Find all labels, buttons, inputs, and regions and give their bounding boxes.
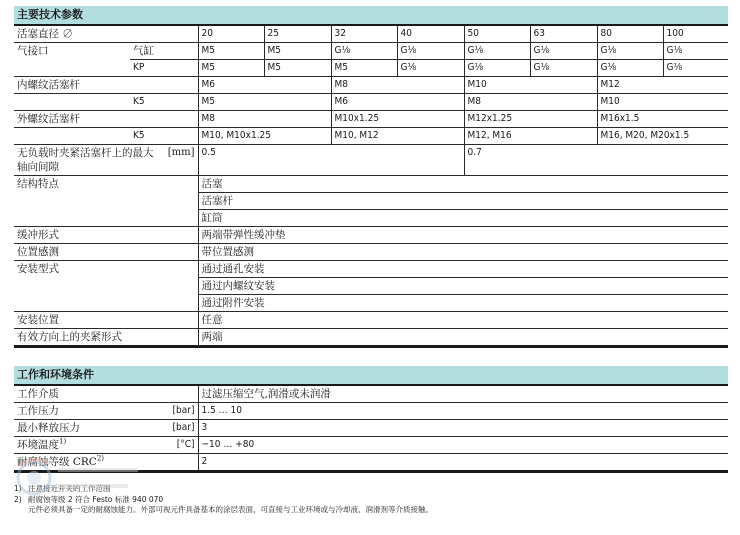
footnote-mark: 1) xyxy=(14,484,22,493)
diameter-value: 63 xyxy=(530,25,597,43)
female-thread-label: 内螺纹活塞杆 xyxy=(14,77,198,94)
axial-play-value: 0.5 xyxy=(198,145,464,176)
blank-cell xyxy=(14,94,130,111)
port-cyl-value: G⅛ xyxy=(397,43,464,60)
env-value: −10 … +80 xyxy=(198,437,728,454)
clamping-label: 有效方向上的夹紧形式 xyxy=(14,329,198,347)
env-unit: [bar] xyxy=(162,403,198,420)
diameter-value: 80 xyxy=(597,25,663,43)
male-thread-value: M10x1.25 xyxy=(331,111,464,128)
diameter-value: 20 xyxy=(198,25,264,43)
env-unit: [°C] xyxy=(162,437,198,454)
female-thread-k5-value: M6 xyxy=(331,94,464,111)
design-item: 活塞 xyxy=(198,176,728,193)
footnote-ref: 2) xyxy=(96,454,104,463)
footnote xyxy=(14,495,728,506)
footnotes xyxy=(14,484,728,516)
axial-play-unit: [mm] xyxy=(167,147,195,158)
port-label: 气接口 xyxy=(14,43,130,77)
port-kp-value: M5 xyxy=(264,60,331,77)
env-label: 工作压力 xyxy=(14,403,162,420)
male-thread-k5-value: M10, M10x1.25 xyxy=(198,128,331,145)
env-row xyxy=(14,403,728,420)
design-item: 活塞杆 xyxy=(198,193,728,210)
blank-cell xyxy=(14,128,130,145)
env-value: 1.5 … 10 xyxy=(198,403,728,420)
design-item: 缸筒 xyxy=(198,210,728,227)
env-label-cell xyxy=(14,437,162,454)
position-value: 任意 xyxy=(198,312,728,329)
diameter-value: 40 xyxy=(397,25,464,43)
diameter-value: 25 xyxy=(264,25,331,43)
cushioning-value: 两端带弹性缓冲垫 xyxy=(198,227,728,244)
male-thread-k5-row xyxy=(14,128,728,145)
port-kp-value: G⅛ xyxy=(663,60,728,77)
port-kp-value: G⅛ xyxy=(530,60,597,77)
footnote-text: 注意接近开关的工作范围 xyxy=(28,484,111,493)
male-thread-k5-value: M10, M12 xyxy=(331,128,464,145)
port-kp-label: KP xyxy=(130,60,198,77)
footnote xyxy=(14,484,728,495)
footnote xyxy=(14,505,728,516)
env-label: 最小释放压力 xyxy=(14,420,162,437)
port-cyl-value: G⅛ xyxy=(597,43,663,60)
mounting-row xyxy=(14,261,728,278)
male-thread-value: M12x1.25 xyxy=(464,111,597,128)
specs-table-container xyxy=(14,6,728,348)
position-row xyxy=(14,312,728,329)
port-row-cylinder xyxy=(14,43,728,60)
clamping-value: 两端 xyxy=(198,329,728,347)
male-thread-k5-value: M16, M20, M20x1.5 xyxy=(597,128,728,145)
axial-play-label-cell xyxy=(14,145,198,176)
design-row xyxy=(14,176,728,193)
sensing-label: 位置感测 xyxy=(14,244,198,261)
env-table xyxy=(14,366,728,473)
cushioning-row xyxy=(14,227,728,244)
diameter-row xyxy=(14,25,728,43)
env-value: 过滤压缩空气,润滑或未润滑 xyxy=(198,385,728,403)
diameter-value: 32 xyxy=(331,25,397,43)
male-thread-row xyxy=(14,111,728,128)
specs-table xyxy=(14,6,728,348)
position-label: 安装位置 xyxy=(14,312,198,329)
female-thread-value: M6 xyxy=(198,77,331,94)
sensing-row xyxy=(14,244,728,261)
axial-play-label: 无负载时夹紧活塞杆上的最大轴向间隙 xyxy=(17,147,154,173)
port-cyl-value: G⅛ xyxy=(464,43,530,60)
env-title: 工作和环境条件 xyxy=(14,366,728,385)
footnote-text: 耐腐蚀等级 2 符合 Festo 标准 940 070 xyxy=(28,494,164,504)
mounting-item: 通过内螺纹安装 xyxy=(198,278,728,295)
env-label-cell xyxy=(14,454,162,472)
footnote-ref: 1) xyxy=(59,437,67,446)
male-thread-k5-value: M12, M16 xyxy=(464,128,597,145)
design-label: 结构特点 xyxy=(14,176,198,227)
watermark-core xyxy=(27,471,41,485)
port-cyl-value: G⅛ xyxy=(530,43,597,60)
female-thread-k5-value: M5 xyxy=(198,94,331,111)
footnote-mark: 2) xyxy=(14,494,22,504)
env-value: 3 xyxy=(198,420,728,437)
port-kp-value: M5 xyxy=(331,60,397,77)
env-unit: [bar] xyxy=(162,420,198,437)
env-label: 工作介质 xyxy=(14,385,162,403)
female-thread-k5-value: M8 xyxy=(464,94,597,111)
env-unit xyxy=(162,454,198,472)
male-thread-value: M8 xyxy=(198,111,331,128)
env-row xyxy=(14,420,728,437)
female-thread-value: M8 xyxy=(331,77,464,94)
female-thread-row xyxy=(14,77,728,94)
port-kp-value: G⅛ xyxy=(597,60,663,77)
male-thread-label: 外螺纹活塞杆 xyxy=(14,111,198,128)
port-cyl-value: M5 xyxy=(264,43,331,60)
port-cyl-value: M5 xyxy=(198,43,264,60)
female-thread-k5-row xyxy=(14,94,728,111)
port-kp-value: M5 xyxy=(198,60,264,77)
specs-title: 主要技术参数 xyxy=(14,6,728,25)
env-label: 环境温度 xyxy=(17,439,59,451)
female-thread-k5-value: M10 xyxy=(597,94,728,111)
env-row xyxy=(14,454,728,472)
female-thread-value: M12 xyxy=(597,77,728,94)
port-kp-value: G⅛ xyxy=(397,60,464,77)
specs-header-row xyxy=(14,6,728,25)
female-thread-value: M10 xyxy=(464,77,597,94)
footnote-text: 元件必须具备一定的耐腐蚀能力。外部可视元件具备基本的涂层表面，可直接与工业环境或与冷却液、润滑剂等介质接触。 xyxy=(28,505,433,514)
cushioning-label: 缓冲形式 xyxy=(14,227,198,244)
diameter-value: 100 xyxy=(663,25,728,43)
env-row xyxy=(14,385,728,403)
env-value: 2 xyxy=(198,454,728,472)
env-header-row xyxy=(14,366,728,385)
port-cyl-value: G⅛ xyxy=(331,43,397,60)
diameter-value: 50 xyxy=(464,25,530,43)
sensing-value: 带位置感测 xyxy=(198,244,728,261)
female-thread-k5-label: K5 xyxy=(130,94,198,111)
axial-play-row xyxy=(14,145,728,176)
env-table-container xyxy=(14,366,728,473)
diameter-label: 活塞直径 ∅ xyxy=(14,25,198,43)
clamping-row xyxy=(14,329,728,347)
mounting-item: 通过附件安装 xyxy=(198,295,728,312)
axial-play-value: 0.7 xyxy=(464,145,728,176)
port-cyl-label: 气缸 xyxy=(130,43,198,60)
port-kp-value: G⅛ xyxy=(464,60,530,77)
male-thread-value: M16x1.5 xyxy=(597,111,728,128)
env-label: 耐腐蚀等级 CRC xyxy=(17,456,97,468)
env-unit xyxy=(162,385,198,403)
mounting-item: 通过通孔安装 xyxy=(198,261,728,278)
port-cyl-value: G⅛ xyxy=(663,43,728,60)
male-thread-k5-label: K5 xyxy=(130,128,198,145)
env-row xyxy=(14,437,728,454)
mounting-label: 安装型式 xyxy=(14,261,198,312)
